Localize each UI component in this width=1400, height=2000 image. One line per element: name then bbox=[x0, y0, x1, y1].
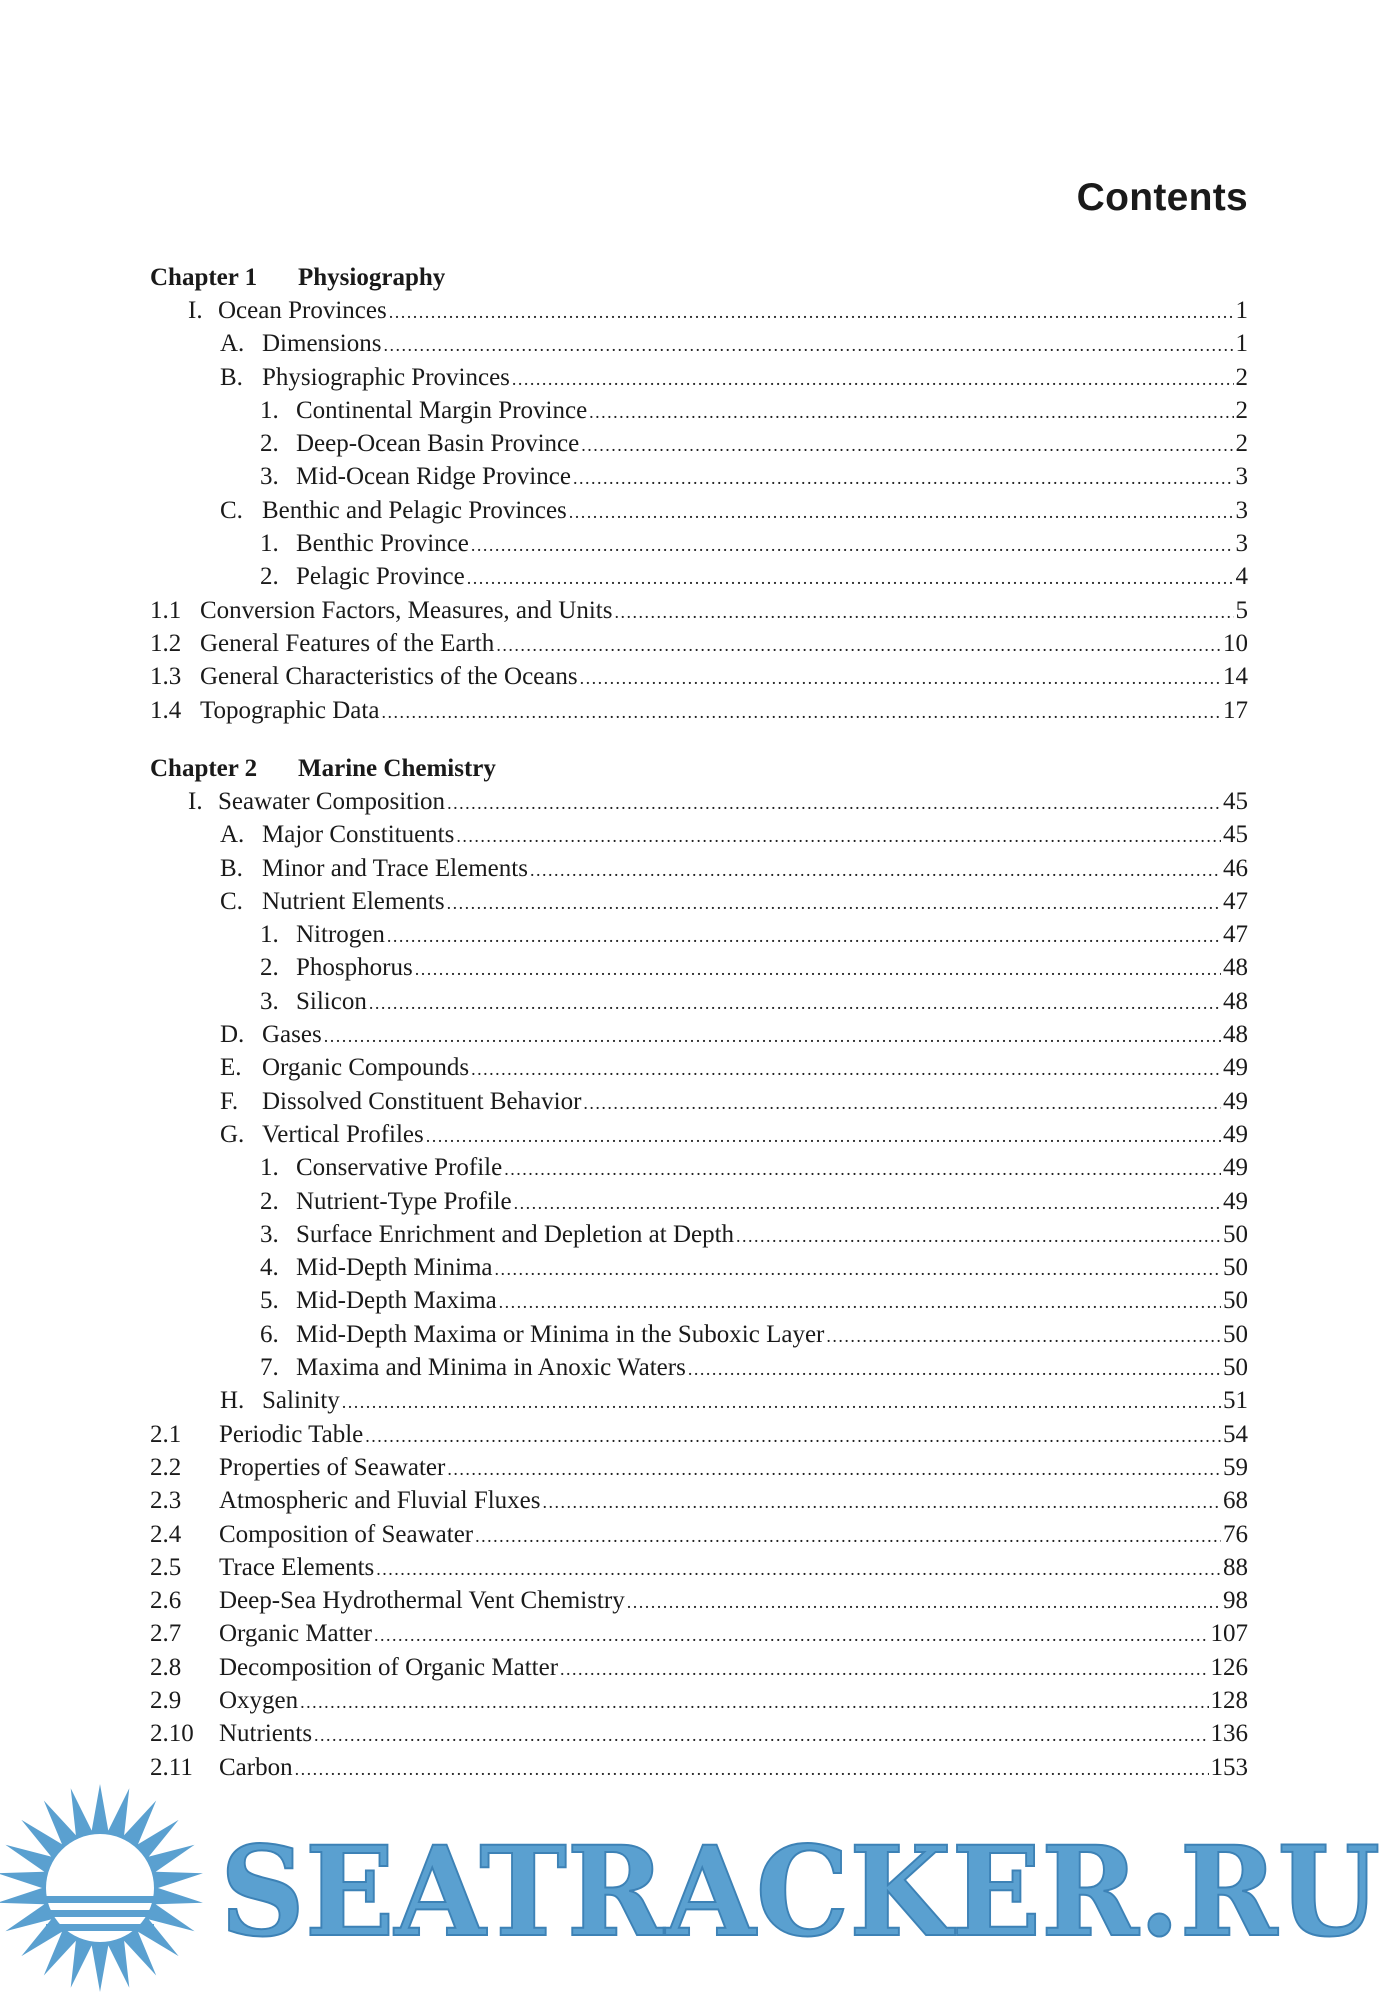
dot-leader bbox=[342, 1386, 1221, 1419]
entry-title: Properties of Seawater bbox=[219, 1453, 446, 1481]
dot-leader bbox=[381, 696, 1221, 729]
entry-number: 1.4 bbox=[150, 696, 182, 724]
entry-page: 45 bbox=[1223, 788, 1248, 815]
entry-number: 3. bbox=[260, 463, 279, 491]
entry-page: 68 bbox=[1223, 1487, 1248, 1515]
toc-entry[interactable] bbox=[150, 1551, 1248, 1584]
dot-leader bbox=[569, 496, 1234, 529]
chapter-label: Chapter 2 bbox=[150, 755, 258, 782]
dot-leader bbox=[376, 1553, 1221, 1586]
dot-leader bbox=[514, 1187, 1221, 1220]
entry-number: 5. bbox=[260, 1287, 279, 1315]
entry-title: Pelagic Province bbox=[296, 563, 465, 591]
entry-page: 128 bbox=[1210, 1687, 1248, 1715]
entry-page: 48 bbox=[1223, 954, 1248, 982]
toc-entry[interactable] bbox=[150, 918, 1248, 951]
entry-title: Seawater Composition bbox=[218, 788, 446, 815]
toc-entry[interactable] bbox=[150, 1351, 1248, 1384]
entry-title: Decomposition of Organic Matter bbox=[219, 1653, 559, 1681]
entry-number: I. bbox=[188, 297, 203, 324]
entry-page: 76 bbox=[1223, 1520, 1248, 1548]
toc-entry[interactable] bbox=[150, 785, 1248, 818]
toc-entry[interactable] bbox=[150, 1318, 1248, 1351]
entry-page: 48 bbox=[1223, 1021, 1248, 1049]
dot-leader bbox=[581, 429, 1233, 462]
toc-entry[interactable] bbox=[150, 1018, 1248, 1051]
dot-leader bbox=[383, 329, 1233, 362]
dot-leader bbox=[447, 787, 1221, 820]
entry-number: D. bbox=[220, 1021, 245, 1049]
toc-entry[interactable] bbox=[150, 594, 1248, 627]
chapter-title: Physiography bbox=[298, 264, 446, 291]
entry-page: 50 bbox=[1223, 1220, 1248, 1248]
entry-title: Composition of Seawater bbox=[219, 1520, 474, 1548]
entry-page: 47 bbox=[1223, 887, 1248, 915]
entry-title: Major Constituents bbox=[262, 821, 455, 849]
entry-page: 10 bbox=[1223, 629, 1248, 657]
chapter-heading bbox=[150, 752, 1248, 785]
entry-number: 1.2 bbox=[150, 629, 182, 657]
entry-number: C. bbox=[220, 887, 243, 915]
dot-leader bbox=[826, 1320, 1221, 1353]
entry-page: 50 bbox=[1223, 1354, 1248, 1382]
toc-entry[interactable] bbox=[150, 627, 1248, 660]
entry-number: 2.4 bbox=[150, 1520, 182, 1548]
dot-leader bbox=[495, 1253, 1221, 1286]
entry-page: 49 bbox=[1223, 1154, 1248, 1182]
dot-leader bbox=[499, 1286, 1221, 1319]
entry-page: 1 bbox=[1235, 330, 1248, 358]
entry-page: 17 bbox=[1223, 696, 1248, 724]
entry-title: Nutrient Elements bbox=[262, 887, 445, 915]
dot-leader bbox=[314, 1719, 1208, 1752]
dot-leader bbox=[447, 887, 1221, 920]
entry-page: 126 bbox=[1210, 1653, 1248, 1681]
dot-leader bbox=[589, 396, 1233, 429]
entry-number: G. bbox=[220, 1120, 245, 1148]
entry-title: General Features of the Earth bbox=[200, 629, 495, 657]
entry-title: Oxygen bbox=[219, 1687, 299, 1715]
toc-entry[interactable] bbox=[150, 1151, 1248, 1184]
dot-leader bbox=[471, 1053, 1221, 1086]
entry-page: 46 bbox=[1223, 854, 1248, 882]
entry-page: 2 bbox=[1235, 363, 1248, 391]
entry-page: 3 bbox=[1235, 496, 1248, 524]
page-title: Contents bbox=[1076, 176, 1248, 219]
entry-page: 47 bbox=[1223, 921, 1248, 949]
dot-leader bbox=[415, 953, 1221, 986]
dot-leader bbox=[614, 596, 1233, 629]
entry-number: 3. bbox=[260, 987, 279, 1015]
entry-number: 1.1 bbox=[150, 596, 182, 624]
chapter-1 bbox=[150, 261, 1248, 727]
entry-title: Mid-Depth Minima bbox=[296, 1254, 493, 1282]
entry-title: Nutrient-Type Profile bbox=[296, 1187, 512, 1215]
entry-number: C. bbox=[220, 496, 243, 524]
toc-entry[interactable] bbox=[150, 327, 1248, 360]
entry-page: 49 bbox=[1223, 1054, 1248, 1082]
entry-number: H. bbox=[220, 1387, 245, 1415]
dot-leader bbox=[467, 562, 1234, 595]
dot-leader bbox=[512, 363, 1234, 396]
toc-entry[interactable] bbox=[150, 427, 1248, 460]
entry-page: 88 bbox=[1223, 1553, 1248, 1581]
entry-title: Gases bbox=[262, 1021, 322, 1049]
entry-page: 54 bbox=[1223, 1420, 1248, 1448]
entry-page: 45 bbox=[1223, 821, 1248, 849]
dot-leader bbox=[504, 1153, 1221, 1186]
entry-page: 50 bbox=[1223, 1254, 1248, 1282]
entry-number: B. bbox=[220, 363, 243, 391]
dot-leader bbox=[374, 1619, 1209, 1652]
entry-title: Dimensions bbox=[262, 330, 382, 358]
toc-entry[interactable] bbox=[150, 1617, 1248, 1650]
entry-title: Trace Elements bbox=[219, 1553, 375, 1581]
toc-entry[interactable] bbox=[150, 294, 1248, 327]
entry-title: Periodic Table bbox=[219, 1420, 364, 1448]
entry-title: Mid-Depth Maxima or Minima in the Suboxic Layer bbox=[296, 1320, 825, 1348]
entry-number: 2. bbox=[260, 563, 279, 591]
toc-entry[interactable] bbox=[150, 1518, 1248, 1551]
toc-entry[interactable] bbox=[150, 1218, 1248, 1251]
toc-entry[interactable] bbox=[150, 1717, 1248, 1750]
entry-number: F. bbox=[220, 1087, 239, 1115]
entry-title: Topographic Data bbox=[200, 696, 380, 724]
entry-number: 2.6 bbox=[150, 1587, 182, 1615]
entry-number: 2.2 bbox=[150, 1453, 182, 1481]
entry-page: 14 bbox=[1223, 663, 1248, 691]
toc-entry[interactable] bbox=[150, 1484, 1248, 1517]
entry-title: Vertical Profiles bbox=[262, 1120, 424, 1148]
entry-page: 2 bbox=[1235, 396, 1248, 424]
toc-entry[interactable] bbox=[150, 951, 1248, 984]
entry-title: Phosphorus bbox=[296, 954, 413, 982]
entry-number: A. bbox=[220, 330, 245, 358]
entry-page: 5 bbox=[1235, 596, 1248, 624]
entry-title: Organic Compounds bbox=[262, 1054, 470, 1082]
toc-entry[interactable] bbox=[150, 1085, 1248, 1118]
entry-title: Mid-Depth Maxima bbox=[296, 1287, 497, 1315]
toc-entry[interactable] bbox=[150, 1185, 1248, 1218]
dot-leader bbox=[496, 629, 1221, 662]
dot-leader bbox=[300, 1686, 1208, 1719]
entry-number: B. bbox=[220, 854, 243, 882]
toc-entry[interactable] bbox=[150, 1051, 1248, 1084]
entry-number: 2. bbox=[260, 954, 279, 982]
entry-number: 3. bbox=[260, 1220, 279, 1248]
toc-entry[interactable] bbox=[150, 1284, 1248, 1317]
dot-leader bbox=[627, 1586, 1221, 1619]
entry-page: 1 bbox=[1235, 297, 1248, 324]
entry-title: Benthic Province bbox=[296, 530, 469, 558]
toc-entry[interactable] bbox=[150, 1651, 1248, 1684]
entry-page: 4 bbox=[1235, 563, 1248, 591]
entry-title: Conservative Profile bbox=[296, 1154, 503, 1182]
entry-number: 1. bbox=[260, 396, 279, 424]
entry-title: Ocean Provinces bbox=[218, 297, 387, 324]
entry-number: 2.8 bbox=[150, 1653, 182, 1681]
toc-entry[interactable] bbox=[150, 1684, 1248, 1717]
entry-number: 2.10 bbox=[150, 1720, 194, 1748]
entry-page: 49 bbox=[1223, 1120, 1248, 1148]
entry-page: 49 bbox=[1223, 1087, 1248, 1115]
chapter-heading bbox=[150, 261, 1248, 294]
watermark-logo bbox=[0, 1780, 1400, 2000]
entry-number: 1.3 bbox=[150, 663, 182, 691]
dot-leader bbox=[736, 1220, 1221, 1253]
dot-leader bbox=[456, 820, 1221, 853]
sun-icon bbox=[0, 1784, 203, 1992]
entry-page: 98 bbox=[1223, 1587, 1248, 1615]
entry-number: E. bbox=[220, 1054, 242, 1082]
entry-title: Deep-Sea Hydrothermal Vent Chemistry bbox=[219, 1587, 625, 1615]
entry-title: Continental Margin Province bbox=[296, 396, 588, 424]
entry-title: Deep-Ocean Basin Province bbox=[296, 430, 580, 458]
toc-entry[interactable] bbox=[150, 460, 1248, 493]
dot-leader bbox=[560, 1653, 1208, 1686]
entry-page: 59 bbox=[1223, 1453, 1248, 1481]
entry-page: 50 bbox=[1223, 1320, 1248, 1348]
toc-entry[interactable] bbox=[150, 694, 1248, 727]
entry-title: Surface Enrichment and Depletion at Depth bbox=[296, 1220, 735, 1248]
dot-leader bbox=[543, 1486, 1222, 1519]
toc-entry[interactable] bbox=[150, 1251, 1248, 1284]
entry-number: A. bbox=[220, 821, 245, 849]
dot-leader bbox=[389, 296, 1234, 329]
entry-title: Nutrients bbox=[219, 1720, 313, 1748]
dot-leader bbox=[447, 1453, 1221, 1486]
dot-leader bbox=[580, 662, 1221, 695]
toc-entry[interactable] bbox=[150, 1451, 1248, 1484]
entry-page: 48 bbox=[1223, 987, 1248, 1015]
toc-entry[interactable] bbox=[150, 1584, 1248, 1617]
entry-number: 1. bbox=[260, 530, 279, 558]
entry-page: 51 bbox=[1223, 1387, 1248, 1415]
watermark-text: SEATRACKER.RU bbox=[220, 1820, 1380, 1965]
dot-leader bbox=[369, 987, 1221, 1020]
dot-leader bbox=[471, 529, 1234, 562]
sun-wave-band bbox=[46, 1896, 154, 1903]
dot-leader bbox=[365, 1420, 1221, 1453]
toc-entry[interactable] bbox=[150, 985, 1248, 1018]
dot-leader bbox=[426, 1120, 1221, 1153]
entry-title: Minor and Trace Elements bbox=[262, 854, 528, 882]
toc-entry[interactable] bbox=[150, 1418, 1248, 1451]
dot-leader bbox=[573, 462, 1234, 495]
entry-number: 2.5 bbox=[150, 1553, 182, 1581]
chapter-title: Marine Chemistry bbox=[298, 755, 496, 782]
entry-number: 2. bbox=[260, 430, 279, 458]
entry-title: Carbon bbox=[219, 1753, 293, 1781]
toc-entry[interactable] bbox=[150, 660, 1248, 693]
dot-leader bbox=[475, 1520, 1221, 1553]
entry-number: 6. bbox=[260, 1320, 279, 1348]
toc-entry[interactable] bbox=[150, 1118, 1248, 1151]
entry-title: Mid-Ocean Ridge Province bbox=[296, 463, 571, 491]
toc-entry[interactable] bbox=[150, 1384, 1248, 1417]
entry-title: Nitrogen bbox=[296, 921, 385, 949]
entry-title: Dissolved Constituent Behavior bbox=[262, 1087, 582, 1115]
entry-page: 136 bbox=[1210, 1720, 1248, 1748]
entry-title: Conversion Factors, Measures, and Units bbox=[200, 596, 613, 624]
entry-number: 2.1 bbox=[150, 1420, 182, 1448]
chapter-2 bbox=[150, 752, 1248, 1784]
toc-entry[interactable] bbox=[150, 394, 1248, 427]
entry-number: 2. bbox=[260, 1187, 279, 1215]
entry-page: 50 bbox=[1223, 1287, 1248, 1315]
entry-page: 153 bbox=[1210, 1753, 1248, 1781]
entry-number: 2.11 bbox=[150, 1753, 193, 1781]
toc-entry[interactable] bbox=[150, 560, 1248, 593]
sun-wave-band bbox=[46, 1910, 154, 1917]
entry-title: Physiographic Provinces bbox=[262, 363, 510, 391]
dot-leader bbox=[583, 1087, 1221, 1120]
entry-number: I. bbox=[188, 788, 203, 815]
entry-number: 7. bbox=[260, 1354, 279, 1382]
chapter-label: Chapter 1 bbox=[150, 264, 258, 291]
entry-page: 107 bbox=[1210, 1620, 1248, 1648]
entry-title: General Characteristics of the Oceans bbox=[200, 663, 578, 691]
entry-title: Benthic and Pelagic Provinces bbox=[262, 496, 567, 524]
entry-title: Silicon bbox=[296, 987, 367, 1015]
toc-entry[interactable] bbox=[150, 818, 1248, 851]
entry-page: 3 bbox=[1235, 463, 1248, 491]
dot-leader bbox=[688, 1353, 1221, 1386]
entry-title: Maxima and Minima in Anoxic Waters bbox=[296, 1354, 686, 1382]
entry-number: 1. bbox=[260, 1154, 279, 1182]
sun-wave-band bbox=[46, 1924, 154, 1931]
entry-number: 2.9 bbox=[150, 1687, 182, 1715]
toc-entry[interactable] bbox=[150, 885, 1248, 918]
entry-number: 2.7 bbox=[150, 1620, 182, 1648]
entry-title: Organic Matter bbox=[219, 1620, 372, 1648]
toc-entry[interactable] bbox=[150, 1751, 1248, 1784]
toc-entry[interactable] bbox=[150, 527, 1248, 560]
entry-page: 2 bbox=[1235, 430, 1248, 458]
entry-number: 2.3 bbox=[150, 1487, 182, 1515]
dot-leader bbox=[530, 854, 1221, 887]
dot-leader bbox=[387, 920, 1221, 953]
entry-page: 3 bbox=[1235, 530, 1248, 558]
entry-title: Atmospheric and Fluvial Fluxes bbox=[219, 1487, 541, 1515]
entry-number: 1. bbox=[260, 921, 279, 949]
toc-entry[interactable] bbox=[150, 852, 1248, 885]
toc-entry[interactable] bbox=[150, 494, 1248, 527]
entry-number: 4. bbox=[260, 1254, 279, 1282]
entry-page: 49 bbox=[1223, 1187, 1248, 1215]
dot-leader bbox=[324, 1020, 1221, 1053]
toc-entry[interactable] bbox=[150, 361, 1248, 394]
entry-title: Salinity bbox=[262, 1387, 340, 1415]
